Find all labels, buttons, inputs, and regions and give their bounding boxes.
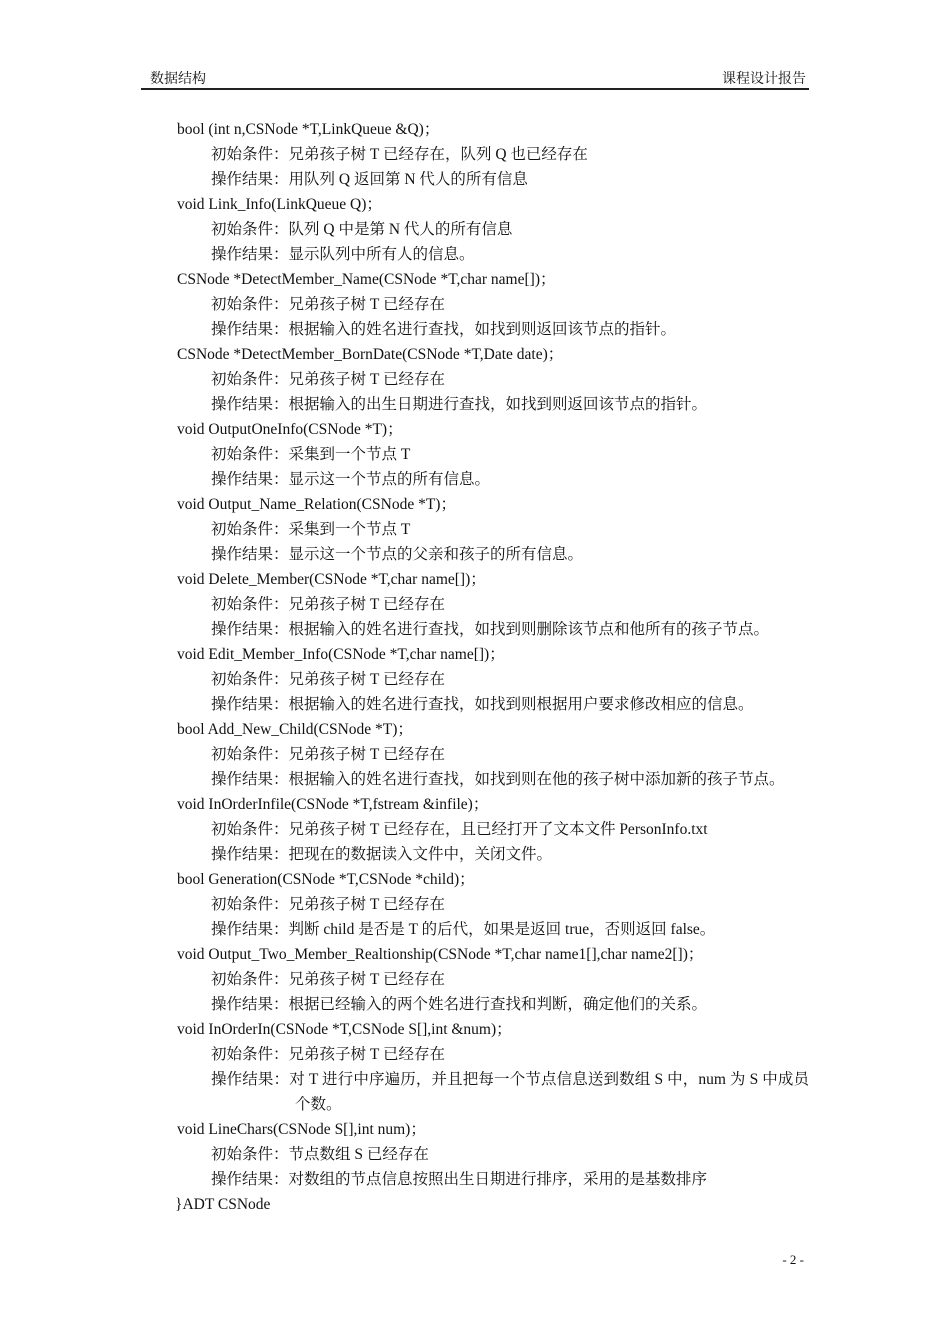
precondition-line: 初始条件：兄弟孩子树 T 已经存在: [211, 746, 445, 763]
function-signature: void InOrderInfile(CSNode *T,fstream &infile)；: [177, 796, 489, 813]
result-line: 操作结果：根据输入的姓名进行查找，如找到则在他的孩子树中添加新的孩子节点。: [211, 771, 785, 788]
precondition-line: 初始条件：兄弟孩子树 T 已经存在，且已经打开了文本文件 PersonInfo.txt: [211, 821, 708, 838]
function-entry: [177, 567, 817, 642]
function-signature: void LineChars(CSNode S[],int num)；: [177, 1121, 426, 1138]
precondition-line: 初始条件：兄弟孩子树 T 已经存在: [211, 671, 445, 688]
header-left-title: 数据结构: [150, 72, 206, 87]
function-entry: [177, 867, 817, 942]
precondition-line: 初始条件：采集到一个节点 T: [211, 446, 411, 463]
result-line: 操作结果：显示这一个节点的父亲和孩子的所有信息。: [211, 546, 584, 563]
function-entry: [177, 942, 817, 1017]
function-signature: void OutputOneInfo(CSNode *T)；: [177, 421, 403, 438]
function-signature: CSNode *DetectMember_Name(CSNode *T,char name[])；: [177, 271, 556, 288]
result-line: 操作结果：根据输入的姓名进行查找，如找到则返回该节点的指针。: [211, 321, 677, 338]
function-entry: [177, 342, 817, 417]
result-line: 操作结果：根据输入的姓名进行查找，如找到则删除该节点和他所有的孩子节点。: [211, 621, 770, 638]
result-line: 操作结果：把现在的数据读入文件中，关闭文件。: [211, 846, 553, 863]
function-entry: [177, 717, 817, 792]
header-rule: [141, 88, 809, 90]
precondition-line: 初始条件：兄弟孩子树 T 已经存在，队列 Q 也已经存在: [211, 146, 588, 163]
precondition-line: 初始条件：队列 Q 中是第 N 代人的所有信息: [211, 221, 513, 238]
result-line: 操作结果：用队列 Q 返回第 N 代人的所有信息: [211, 171, 528, 188]
result-line: 操作结果：根据输入的姓名进行查找，如找到则根据用户要求修改相应的信息。: [211, 696, 754, 713]
document-body: [177, 117, 817, 1217]
precondition-line: 初始条件：节点数组 S 已经存在: [211, 1146, 429, 1163]
function-signature: void InOrderIn(CSNode *T,CSNode S[],int &num)；: [177, 1021, 512, 1038]
precondition-line: 初始条件：兄弟孩子树 T 已经存在: [211, 896, 445, 913]
result-line: 操作结果：判断 child 是否是 T 的后代，如果是返回 true，否则返回 false。: [211, 921, 716, 938]
function-signature: bool Generation(CSNode *T,CSNode *child)；: [177, 871, 475, 888]
function-signature: void Output_Name_Relation(CSNode *T)；: [177, 496, 456, 513]
precondition-line: 初始条件：兄弟孩子树 T 已经存在: [211, 971, 445, 988]
function-signature: void Delete_Member(CSNode *T,char name[])；: [177, 571, 486, 588]
function-entry: [177, 492, 817, 567]
precondition-line: 初始条件：兄弟孩子树 T 已经存在: [211, 1046, 445, 1063]
result-line: 操作结果：根据已经输入的两个姓名进行查找和判断，确定他们的关系。: [211, 996, 708, 1013]
function-signature: bool (int n,CSNode *T,LinkQueue &Q)；: [177, 121, 440, 138]
header-right-title: 课程设计报告: [722, 72, 806, 87]
function-entry: [177, 792, 817, 867]
function-entry: [177, 267, 817, 342]
precondition-line: 初始条件：兄弟孩子树 T 已经存在: [211, 371, 445, 388]
result-line: 操作结果：根据输入的出生日期进行查找，如找到则返回该节点的指针。: [211, 396, 708, 413]
page-number: - 2 -: [782, 1252, 804, 1267]
function-signature: CSNode *DetectMember_BornDate(CSNode *T,Date date)；: [177, 346, 564, 363]
result-line: 操作结果：显示队列中所有人的信息。: [211, 246, 475, 263]
function-entry: [177, 417, 817, 492]
result-line: 操作结果：对数组的节点信息按照出生日期进行排序，采用的是基数排序: [211, 1171, 708, 1188]
function-signature: void Edit_Member_Info(CSNode *T,char name[])；: [177, 646, 505, 663]
function-entry: [177, 1017, 817, 1117]
adt-closing: }ADT CSNode: [175, 1196, 271, 1213]
function-entry: [177, 1117, 817, 1192]
function-entry: [177, 117, 817, 192]
precondition-line: 初始条件：兄弟孩子树 T 已经存在: [211, 296, 445, 313]
function-signature: void Output_Two_Member_Realtionship(CSNode *T,char name1[],char name2[])；: [177, 946, 704, 963]
result-line: 操作结果：对 T 进行中序遍历，并且把每一个节点信息送到数组 S 中，num 为 S 中成员个数。: [211, 1071, 809, 1113]
result-line: 操作结果：显示这一个节点的所有信息。: [211, 471, 491, 488]
precondition-line: 初始条件：采集到一个节点 T: [211, 521, 411, 538]
function-entry: [177, 192, 817, 267]
function-signature: void Link_Info(LinkQueue Q)；: [177, 196, 382, 213]
precondition-line: 初始条件：兄弟孩子树 T 已经存在: [211, 596, 445, 613]
function-signature: bool Add_New_Child(CSNode *T)；: [177, 721, 413, 738]
function-entry: [177, 642, 817, 717]
